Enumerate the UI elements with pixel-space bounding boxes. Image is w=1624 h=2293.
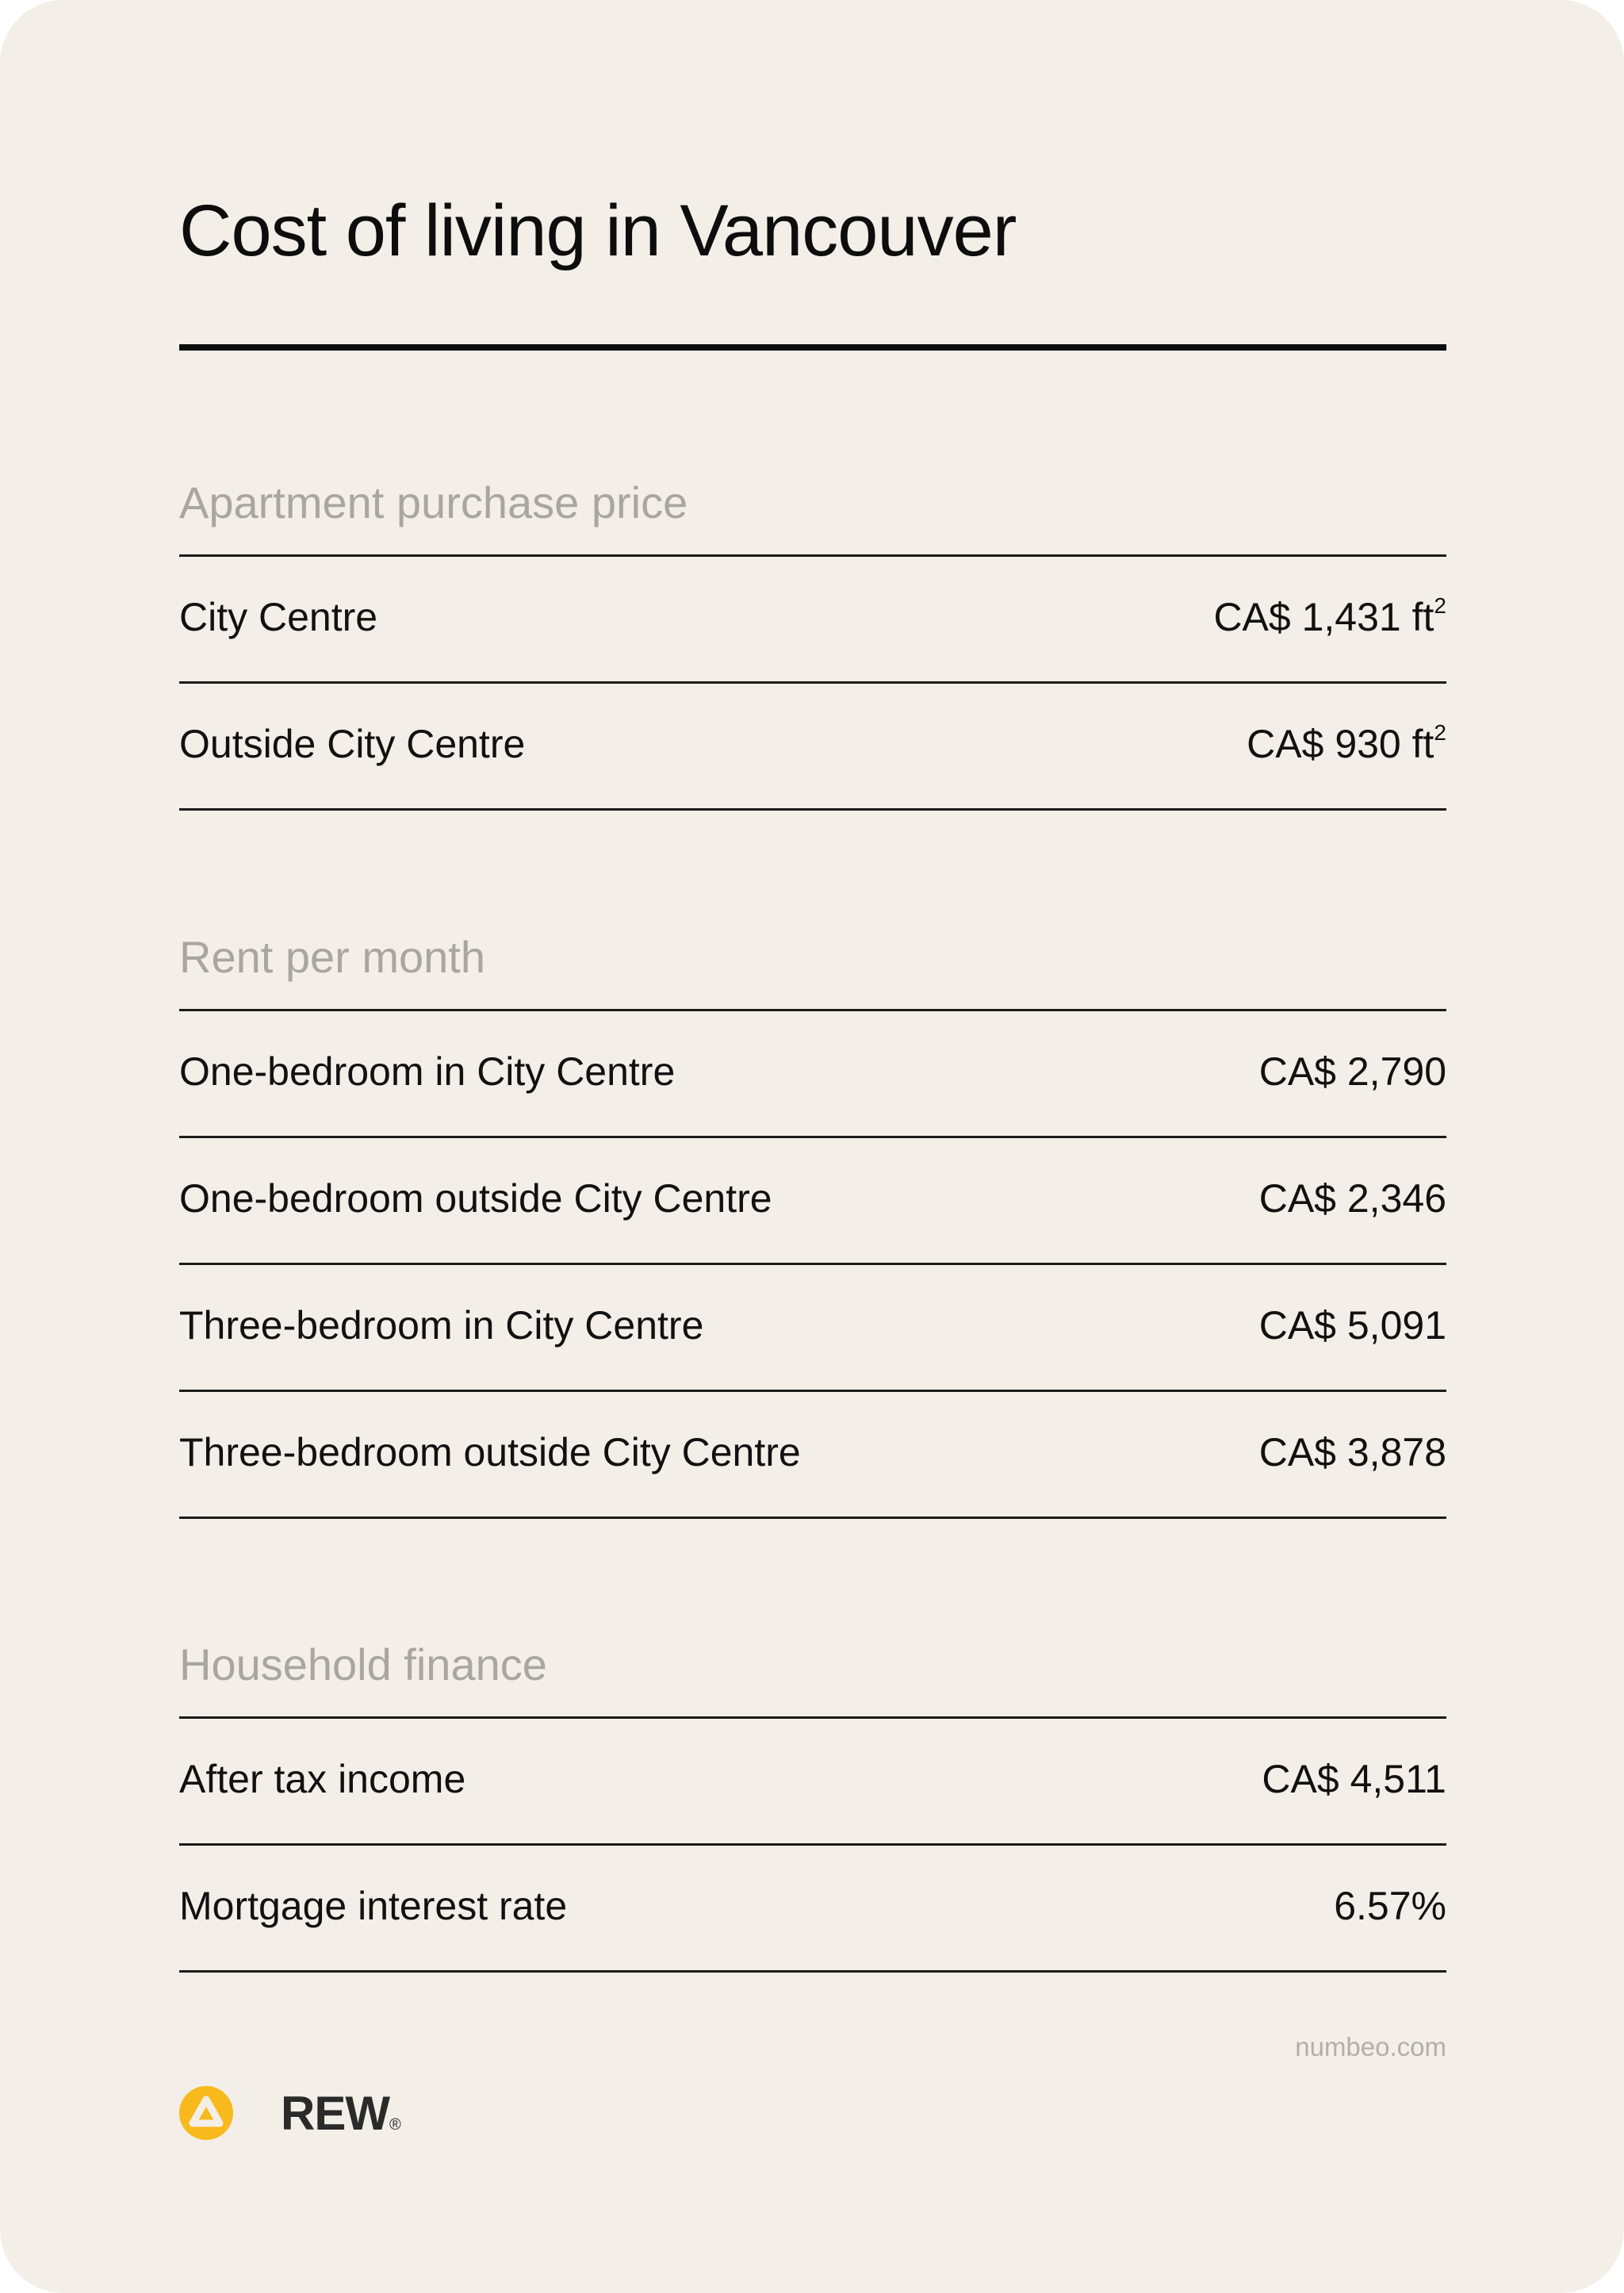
table-row [179, 1138, 1446, 1265]
row-label: City Centre [179, 594, 378, 639]
brand-name: REW [281, 2087, 389, 2140]
section-household-finance [179, 1619, 1446, 1973]
row-value: CA$ 5,091 [1258, 1302, 1446, 1348]
row-label: After tax income [179, 1756, 466, 1801]
section-heading: Rent per month [179, 911, 1446, 1011]
title-divider [179, 344, 1446, 351]
row-value-superscript: 2 [1434, 592, 1446, 618]
section-heading: Apartment purchase price [179, 457, 1446, 557]
row-label: Mortgage interest rate [179, 1883, 568, 1928]
row-value [1247, 721, 1446, 767]
row-value: CA$ 2,346 [1258, 1175, 1446, 1221]
rew-logo-icon [179, 2086, 233, 2140]
source-credit: numbeo.com [1295, 2032, 1446, 2061]
row-label: One-bedroom in City Centre [179, 1049, 676, 1094]
row-value [1213, 594, 1446, 640]
row-value-text: CA$ 930 ft [1247, 721, 1434, 766]
row-value-superscript: 2 [1434, 719, 1446, 745]
brand-wordmark [281, 2089, 400, 2149]
table-row [179, 1719, 1446, 1846]
row-value: 6.57% [1334, 1883, 1446, 1928]
section-apartment-purchase-price [179, 457, 1446, 811]
row-value: CA$ 2,790 [1258, 1049, 1446, 1094]
row-label: Three-bedroom in City Centre [179, 1302, 704, 1348]
table-row [179, 1846, 1446, 1973]
row-label: Three-bedroom outside City Centre [179, 1429, 801, 1474]
table-row [179, 684, 1446, 811]
table-row [179, 1392, 1446, 1519]
row-value-text: CA$ 1,431 ft [1213, 594, 1434, 639]
table-row [179, 1265, 1446, 1392]
page-title: Cost of living in Vancouver [179, 190, 1017, 271]
registered-mark: ® [389, 2116, 400, 2134]
row-label: Outside City Centre [179, 721, 526, 766]
row-value: CA$ 3,878 [1258, 1429, 1446, 1474]
table-row [179, 1011, 1446, 1138]
section-heading: Household finance [179, 1619, 1446, 1719]
row-label: One-bedroom outside City Centre [179, 1175, 772, 1221]
section-rent-per-month [179, 911, 1446, 1519]
table-row [179, 557, 1446, 684]
brand-logo [179, 2086, 433, 2142]
row-value: CA$ 4,511 [1262, 1756, 1446, 1801]
